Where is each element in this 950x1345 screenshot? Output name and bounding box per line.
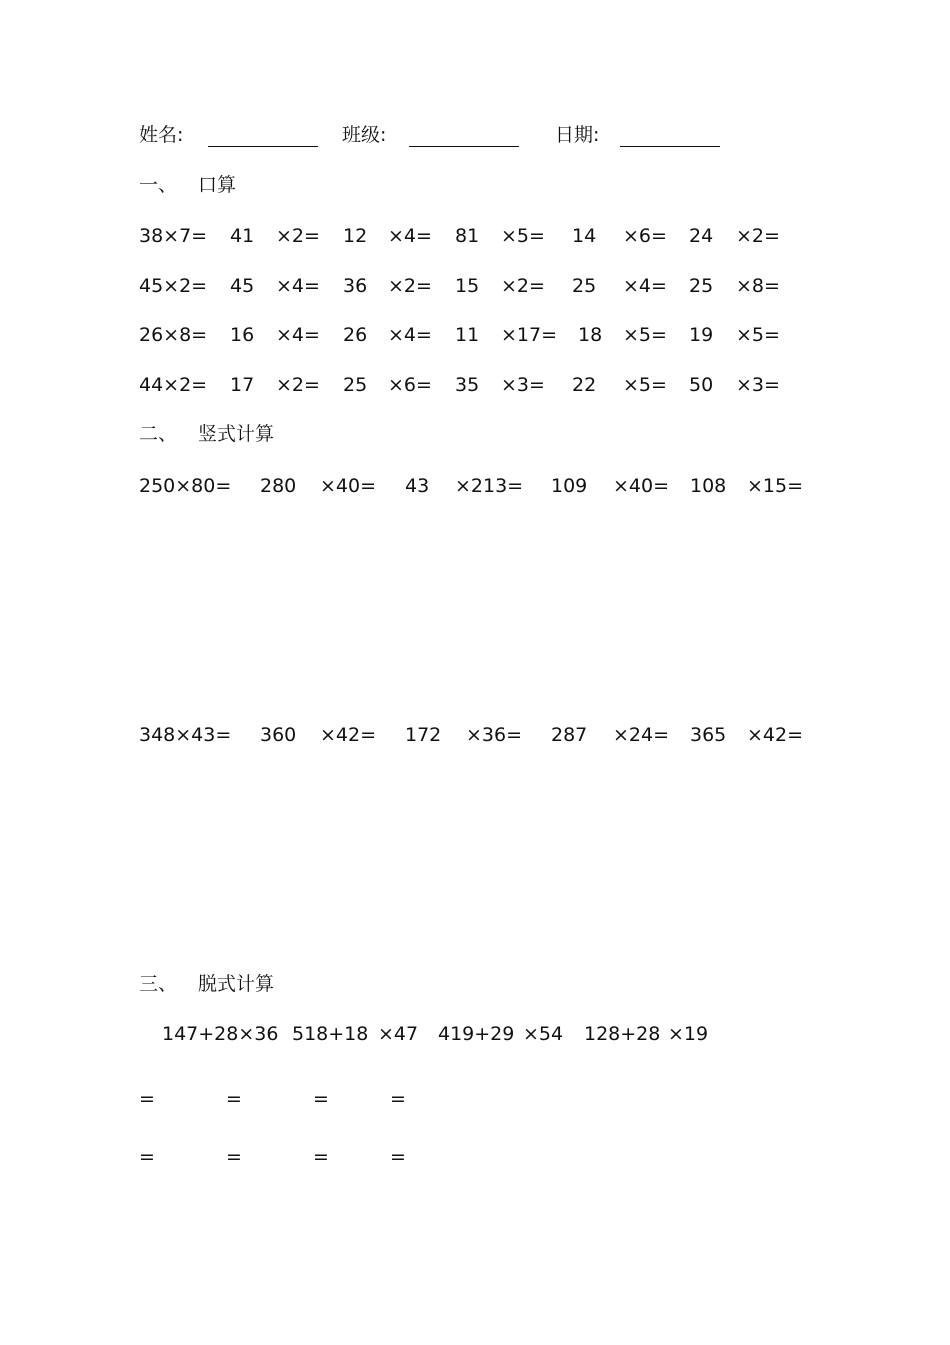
- problem-text: 45: [230, 275, 255, 297]
- equals-sign: =: [313, 1146, 329, 1168]
- date-blank[interactable]: [620, 146, 720, 147]
- problem-text: ×4=: [623, 275, 667, 297]
- problem-text: 360: [260, 724, 297, 746]
- problem-text: 26×8=: [139, 324, 208, 346]
- problem-text: ×15=: [747, 475, 804, 497]
- problem-text: ×42=: [320, 724, 377, 746]
- problem-text: 147+28×36: [162, 1023, 279, 1045]
- section-3-title: 脱式计算: [198, 973, 275, 995]
- problem-text: 16: [230, 324, 255, 346]
- equals-sign: =: [226, 1088, 242, 1110]
- class-label: 班级:: [342, 124, 387, 146]
- equals-sign: =: [313, 1088, 329, 1110]
- problem-text: 25: [689, 275, 714, 297]
- problem-text: ×24=: [613, 724, 670, 746]
- problem-text: ×4=: [276, 275, 320, 297]
- problem-text: 17: [230, 374, 255, 396]
- section-2-title: 竖式计算: [198, 423, 275, 445]
- problem-text: ×47: [378, 1023, 419, 1045]
- problem-text: ×17=: [501, 324, 558, 346]
- problem-text: ×42=: [747, 724, 804, 746]
- problem-text: ×5=: [736, 324, 780, 346]
- problem-text: 41: [230, 225, 255, 247]
- problem-text: 18: [578, 324, 603, 346]
- problem-text: ×4=: [388, 324, 432, 346]
- problem-text: 25: [343, 374, 368, 396]
- problem-text: ×3=: [501, 374, 545, 396]
- problem-text: 44×2=: [139, 374, 208, 396]
- problem-text: ×5=: [501, 225, 545, 247]
- class-blank[interactable]: [409, 146, 519, 147]
- problem-text: ×4=: [276, 324, 320, 346]
- section-1-title: 口算: [198, 174, 237, 196]
- problem-text: 518+18: [292, 1023, 369, 1045]
- problem-text: 26: [343, 324, 368, 346]
- problem-text: 45×2=: [139, 275, 208, 297]
- problem-text: ×54: [523, 1023, 564, 1045]
- problem-text: 419+29: [438, 1023, 515, 1045]
- problem-text: ×5=: [623, 374, 667, 396]
- problem-text: 172: [405, 724, 442, 746]
- problem-text: ×213=: [455, 475, 524, 497]
- problem-text: 108: [690, 475, 727, 497]
- problem-text: 109: [551, 475, 588, 497]
- problem-text: ×8=: [736, 275, 780, 297]
- problem-text: 24: [689, 225, 714, 247]
- problem-text: 38×7=: [139, 225, 208, 247]
- problem-text: 128+28: [584, 1023, 661, 1045]
- problem-text: 14: [572, 225, 597, 247]
- problem-text: 43: [405, 475, 430, 497]
- problem-text: 12: [343, 225, 368, 247]
- problem-text: 25: [572, 275, 597, 297]
- problem-text: ×40=: [613, 475, 670, 497]
- problem-text: 35: [455, 374, 480, 396]
- section-3-number: 三、: [139, 973, 178, 995]
- problem-text: 11: [455, 324, 480, 346]
- problem-text: ×2=: [276, 374, 320, 396]
- problem-text: ×6=: [388, 374, 432, 396]
- date-label: 日期:: [555, 124, 600, 146]
- problem-text: ×2=: [736, 225, 780, 247]
- name-blank[interactable]: [208, 146, 318, 147]
- problem-text: 250×80=: [139, 475, 232, 497]
- problem-text: 19: [689, 324, 714, 346]
- equals-sign: =: [139, 1088, 155, 1110]
- problem-text: 22: [572, 374, 597, 396]
- problem-text: 50: [689, 374, 714, 396]
- problem-text: ×2=: [276, 225, 320, 247]
- equals-sign: =: [390, 1088, 406, 1110]
- section-2-number: 二、: [139, 423, 178, 445]
- problem-text: ×4=: [388, 225, 432, 247]
- equals-sign: =: [226, 1146, 242, 1168]
- equals-sign: =: [139, 1146, 155, 1168]
- problem-text: ×2=: [501, 275, 545, 297]
- name-label: 姓名:: [139, 124, 184, 146]
- equals-sign: =: [390, 1146, 406, 1168]
- problem-text: ×2=: [388, 275, 432, 297]
- problem-text: 15: [455, 275, 480, 297]
- problem-text: 81: [455, 225, 480, 247]
- problem-text: 280: [260, 475, 297, 497]
- problem-text: 287: [551, 724, 588, 746]
- problem-text: 36: [343, 275, 368, 297]
- problem-text: ×36=: [466, 724, 523, 746]
- problem-text: 365: [690, 724, 727, 746]
- section-1-number: 一、: [139, 174, 178, 196]
- problem-text: ×40=: [320, 475, 377, 497]
- problem-text: ×5=: [623, 324, 667, 346]
- problem-text: 348×43=: [139, 724, 232, 746]
- problem-text: ×19: [668, 1023, 709, 1045]
- problem-text: ×3=: [736, 374, 780, 396]
- problem-text: ×6=: [623, 225, 667, 247]
